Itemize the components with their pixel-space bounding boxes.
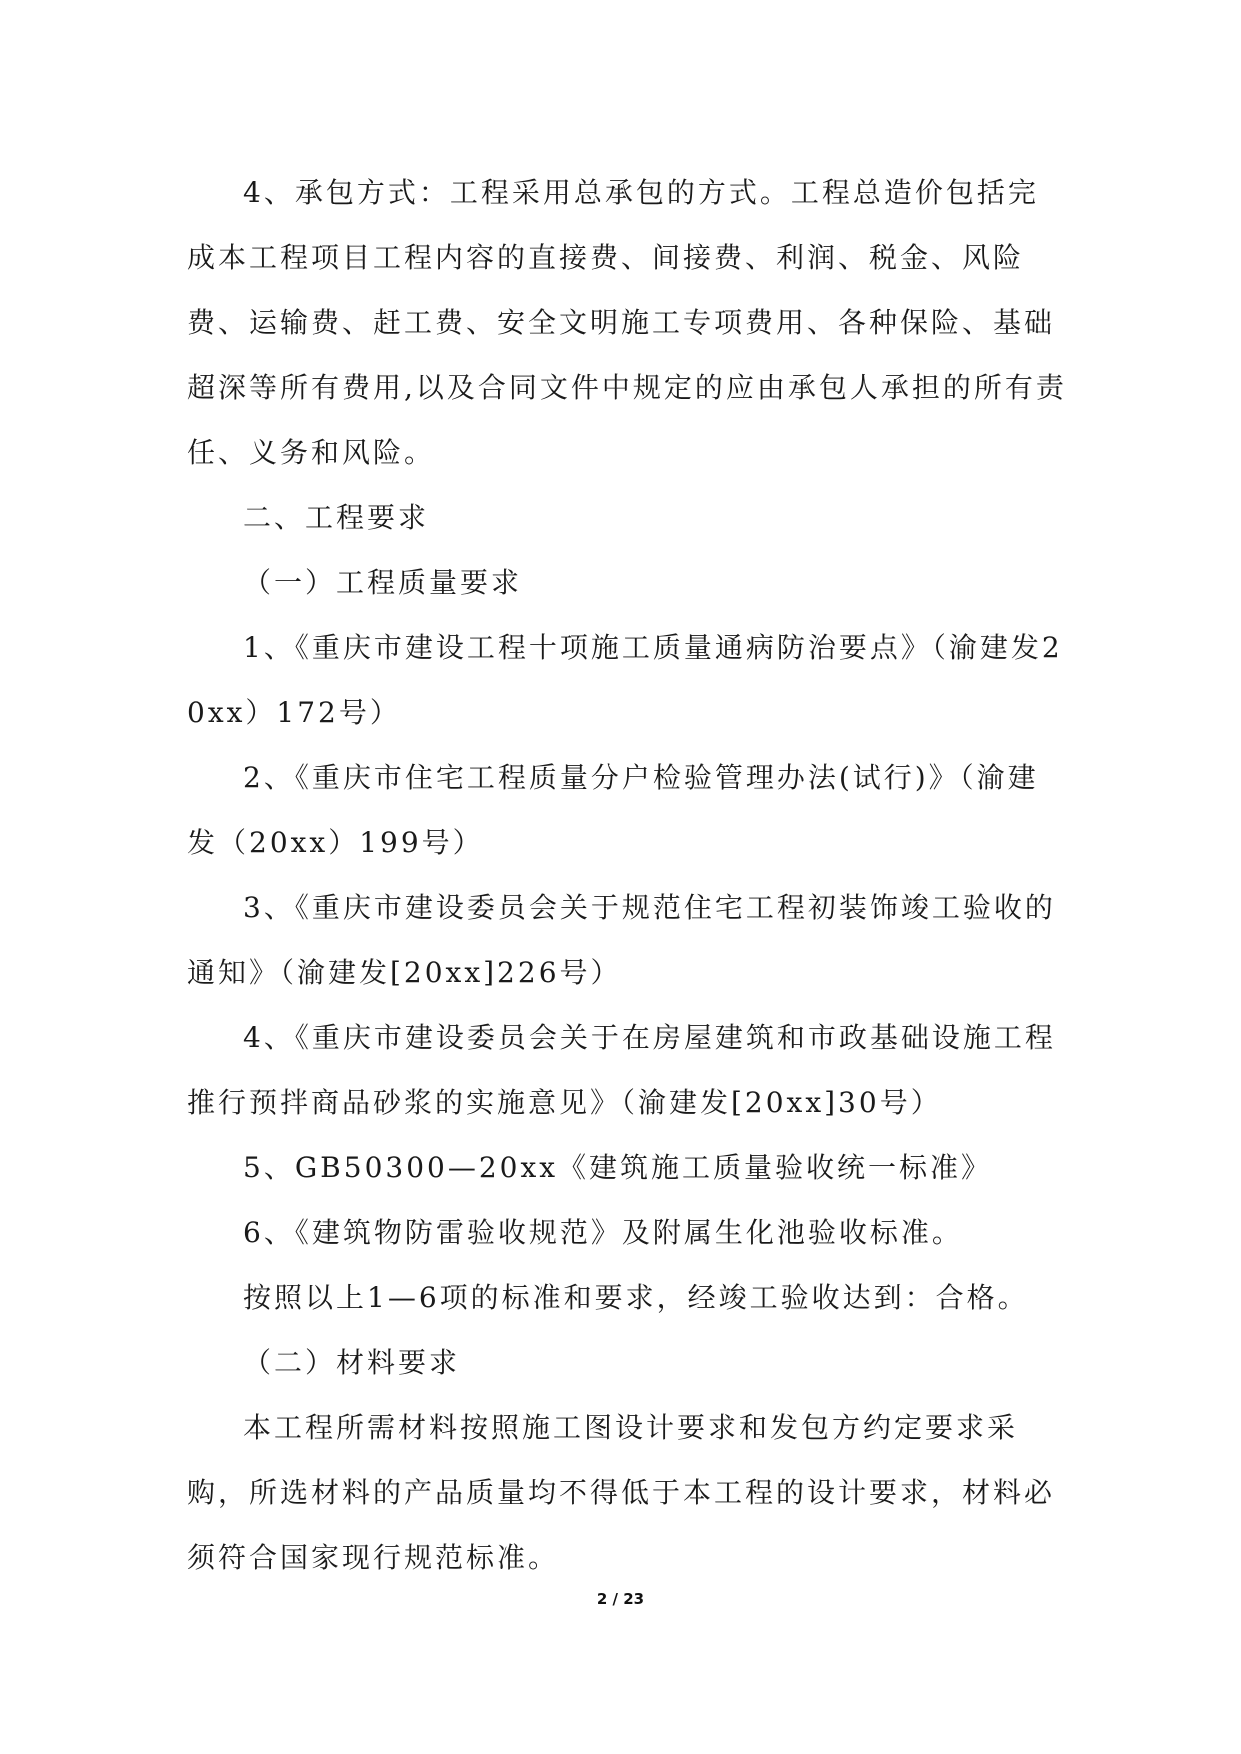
paragraph-contract-method: 4、承包方式：工程采用总承包的方式。工程总造价包括完成本工程项目工程内容的直接费、间接费、利润、税金、风险费、运输费、赶工费、安全文明施工专项费用、各种保险、基础超深等所有费用,以及合同文件中规定的应由承包人承担的所有责任、义务和风险。 xyxy=(187,176,1067,469)
document-body xyxy=(187,160,1067,1590)
heading-engineering-requirements: 二、工程要求 xyxy=(243,501,430,534)
list-item-standard-3: 3、《重庆市建设委员会关于规范住宅工程初装饰竣工验收的通知》（渝建发[20xx]226号） xyxy=(187,891,1056,989)
subheading-material-requirements: （二）材料要求 xyxy=(243,1346,461,1379)
list-item-standard-4: 4、《重庆市建设委员会关于在房屋建筑和市政基础设施工程推行预拌商品砂浆的实施意见》（渝建发[20xx]30号） xyxy=(187,1021,1056,1119)
list-item-standard-1: 1、《重庆市建设工程十项施工质量通病防治要点》（渝建发20xx）172号） xyxy=(187,631,1063,729)
subheading-quality-requirements: （一）工程质量要求 xyxy=(243,566,523,599)
page-number: 2 / 23 xyxy=(596,1590,645,1608)
paragraph-material-requirements: 本工程所需材料按照施工图设计要求和发包方约定要求采购，所选材料的产品质量均不得低于本工程的设计要求，材料必须符合国家现行规范标准。 xyxy=(187,1411,1056,1574)
list-item-standard-5: 5、GB50300—20xx《建筑施工质量验收统一标准》 xyxy=(243,1151,993,1184)
list-item-standard-2: 2、《重庆市住宅工程质量分户检验管理办法(试行)》（渝建发（20xx）199号） xyxy=(187,761,1039,859)
paragraph-acceptance-result: 按照以上1—6项的标准和要求，经竣工验收达到：合格。 xyxy=(243,1281,1029,1314)
list-item-standard-6: 6、《建筑物防雷验收规范》及附属生化池验收标准。 xyxy=(243,1216,963,1249)
